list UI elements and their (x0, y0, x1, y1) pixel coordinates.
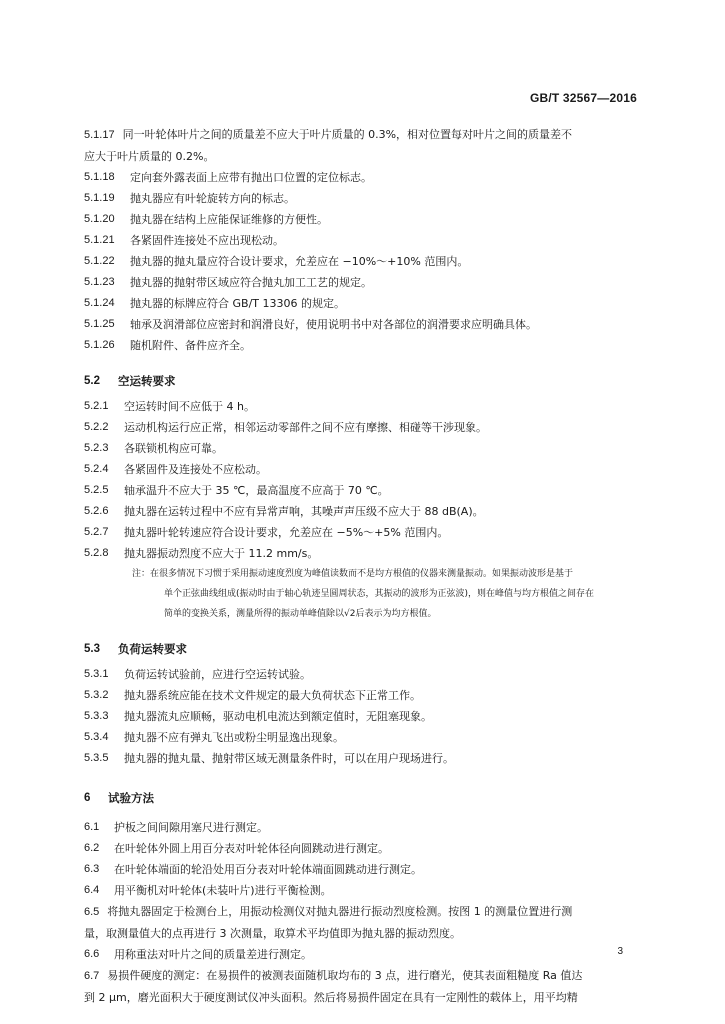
clause-number: 5.1.22 (84, 255, 115, 267)
clause-text: 轴承及润滑部位应密封和润滑良好，使用说明书中对各部位的润滑要求应明确具体。 (130, 318, 537, 331)
clause-number: 5.1.21 (84, 234, 115, 246)
clause-text: 抛丸器的抛射带区域应符合抛丸加工工艺的规定。 (130, 276, 372, 289)
section-number: 6 (84, 792, 91, 804)
note-line: 简单的变换关系，测量所得的振动单峰值除以√2后表示为均方根值。 (164, 609, 437, 619)
clause-item (84, 543, 644, 564)
clause-number: 5.1.19 (84, 192, 115, 204)
clause-text: 用称重法对叶片之间的质量差进行测定。 (114, 948, 312, 961)
clause-number: 5.1.20 (84, 213, 115, 225)
clause-text: 抛丸器应有叶轮旋转方向的标志。 (130, 192, 295, 205)
section-heading-5-3 (84, 639, 644, 660)
clause-number: 5.1.24 (84, 297, 115, 309)
clause-item (84, 314, 644, 335)
clause-text-continued: 量，取测量值大的点再进行 3 次测量，取算术平均值即为抛丸器的振动烈度。 (84, 927, 461, 940)
clause-text: 将抛丸器固定于检测台上，用振动检测仪对抛丸器进行振动烈度检测。按图 1 的测量位置进行测 (107, 905, 573, 918)
clause-number: 5.2.3 (84, 442, 109, 454)
clause-item (84, 272, 644, 293)
clause-item (84, 209, 644, 230)
document-body (84, 124, 644, 1008)
clause-text: 在叶轮体端面的轮沿处用百分表对叶轮体端面圆跳动进行测定。 (114, 863, 422, 876)
clause-number: 6.2 (84, 842, 100, 854)
clause-number: 5.2.8 (84, 547, 109, 559)
note-line: 注：在很多情况下习惯于采用振动速度烈度为峰值读数而不是均方根值的仪器来测量振动。如果振动波形是基于 (132, 569, 574, 579)
clause-item (84, 251, 644, 272)
clause-text: 护板之间间隙用塞尺进行测定。 (114, 821, 268, 834)
section-number: 5.2 (84, 375, 100, 387)
clause-number: 5.1.17 (84, 129, 115, 141)
clause-text: 随机附件、备件应齐全。 (130, 339, 251, 352)
clause-text: 抛丸器在结构上应能保证维修的方便性。 (130, 213, 328, 226)
clause-number: 5.2.4 (84, 463, 109, 475)
clause-item (84, 748, 644, 769)
clause-6-6 (84, 944, 644, 965)
clause-list-5-3 (84, 664, 644, 769)
page-number: 3 (617, 946, 623, 957)
clause-text: 抛丸器流丸应顺畅，驱动电机电流达到额定值时，无阻塞现象。 (124, 710, 432, 723)
clause-list-5-1 (84, 167, 644, 356)
clause-text: 抛丸器的抛丸量、抛射带区域无测量条件时，可以在用户现场进行。 (124, 752, 454, 765)
clause-text: 各紧固件连接处不应出现松动。 (130, 234, 284, 247)
clause-number: 6.3 (84, 863, 100, 875)
clause-text: 同一叶轮体叶片之间的质量差不应大于叶片质量的 0.3%，相对位置每对叶片之间的质量差不 (122, 128, 573, 141)
clause-list-5-2 (84, 396, 644, 564)
clause-item (84, 664, 644, 685)
clause-item (84, 438, 644, 459)
clause-text: 在叶轮体外圆上用百分表对叶轮体径向圆跳动进行测定。 (114, 842, 389, 855)
standard-code-header: GB/T 32567—2016 (529, 91, 637, 105)
clause-item (84, 838, 644, 859)
note-line: 单个正弦曲线组成(振动时由于轴心轨迹呈圆周状态，其振动的波形为正弦波)，则在峰值与均方根值之间存在 (164, 589, 595, 599)
clause-number: 5.3.2 (84, 689, 109, 701)
clause-item (84, 685, 644, 706)
clause-item (84, 859, 644, 880)
clause-item (84, 230, 644, 251)
clause-number: 5.3.4 (84, 731, 109, 743)
clause-5-1-17 (84, 124, 644, 167)
clause-item (84, 880, 644, 901)
clause-number: 5.1.26 (84, 339, 115, 351)
clause-item (84, 817, 644, 838)
clause-text: 抛丸器的抛丸量应符合设计要求，允差应在 −10%～+10% 范围内。 (130, 255, 469, 268)
clause-item (84, 459, 644, 480)
section-heading-6 (84, 788, 644, 809)
clause-text: 轴承温升不应大于 35 ℃，最高温度不应高于 70 ℃。 (124, 484, 389, 497)
clause-number: 5.1.18 (84, 171, 115, 183)
clause-text: 抛丸器不应有弹丸飞出或粉尘明显逸出现象。 (124, 731, 344, 744)
clause-item (84, 396, 644, 417)
clause-item (84, 501, 644, 522)
section-number: 5.3 (84, 643, 100, 655)
clause-item (84, 417, 644, 438)
clause-number: 6.1 (84, 821, 100, 833)
clause-text: 用平衡机对叶轮体(未装叶片)进行平衡检测。 (114, 884, 332, 897)
clause-number: 5.2.1 (84, 400, 109, 412)
section-title: 试验方法 (108, 791, 154, 805)
clause-text: 抛丸器在运转过程中不应有异常声响，其噪声声压级不应大于 88 dB(A)。 (124, 505, 484, 518)
clause-text: 定向套外露表面上应带有抛出口位置的定位标志。 (130, 171, 372, 184)
clause-item (84, 167, 644, 188)
clause-text: 负荷运转试验前，应进行空运转试验。 (124, 668, 311, 681)
clause-number: 5.2.2 (84, 421, 109, 433)
clause-text: 各联锁机构应可靠。 (124, 442, 223, 455)
clause-text: 各紧固件及连接处不应松动。 (124, 463, 267, 476)
clause-text: 易损件硬度的测定：在易损件的被测表面随机取均布的 3 点，进行磨光，使其表面粗糙度 Ra 值达 (107, 969, 583, 982)
clause-item (84, 293, 644, 314)
clause-text: 抛丸器叶轮转速应符合设计要求，允差应在 −5%～+5% 范围内。 (124, 526, 449, 539)
clause-number: 6.6 (84, 948, 100, 960)
clause-text: 抛丸器的标牌应符合 GB/T 13306 的规定。 (130, 297, 345, 310)
section-title: 负荷运转要求 (118, 642, 187, 656)
clause-item (84, 522, 644, 543)
clause-text-continued: 到 2 μm，磨光面积大于硬度测试仪冲头面积。然后将易损件固定在具有一定刚性的载体上，用平均精 (84, 991, 578, 1004)
clause-number: 5.2.6 (84, 505, 109, 517)
clause-number: 5.3.1 (84, 668, 109, 680)
clause-number: 6.4 (84, 884, 100, 896)
clause-6-5 (84, 901, 644, 944)
clause-number: 5.1.25 (84, 318, 115, 330)
clause-item (84, 480, 644, 501)
clause-number: 6.7 (84, 970, 100, 982)
clause-item (84, 335, 644, 356)
clause-number: 5.3.3 (84, 710, 109, 722)
clause-text: 运动机构运行应正常，相邻运动零部件之间不应有摩擦、相碰等干涉现象。 (124, 421, 487, 434)
clause-list-6 (84, 817, 644, 901)
note-block (132, 564, 644, 624)
clause-number: 5.2.7 (84, 526, 109, 538)
clause-6-7 (84, 965, 644, 1008)
clause-text: 抛丸器系统应能在技术文件规定的最大负荷状态下正常工作。 (124, 689, 421, 702)
section-heading-5-2 (84, 371, 644, 392)
clause-number: 5.3.5 (84, 752, 109, 764)
clause-text-continued: 应大于叶片质量的 0.2%。 (84, 150, 215, 163)
clause-number: 5.2.5 (84, 484, 109, 496)
clause-text: 空运转时间不应低于 4 h。 (124, 400, 255, 413)
clause-number: 5.1.23 (84, 276, 115, 288)
clause-text: 抛丸器振动烈度不应大于 11.2 mm/s。 (124, 547, 319, 560)
clause-item (84, 188, 644, 209)
section-title: 空运转要求 (118, 374, 176, 388)
clause-item (84, 727, 644, 748)
clause-item (84, 706, 644, 727)
clause-number: 6.5 (84, 906, 100, 918)
